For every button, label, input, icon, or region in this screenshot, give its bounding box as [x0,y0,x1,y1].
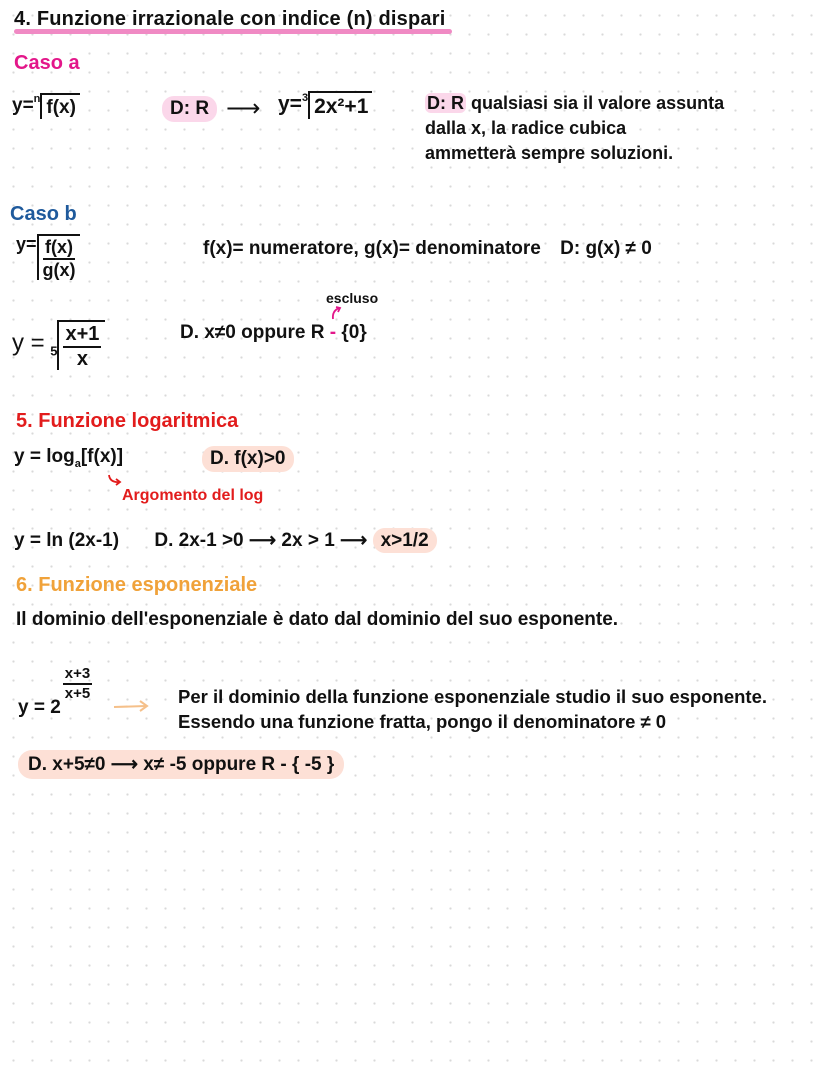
caso-b-label: Caso b [10,203,77,225]
example-prefix: y= [278,92,302,116]
example-radicand: 2x²+1 [308,91,372,119]
example-root [308,91,372,119]
section5-title: 5. Funzione logaritmica [16,410,239,432]
argument-note: Argomento del log [122,487,264,504]
example-fraction [63,324,101,370]
denominator: g(x) [42,259,76,280]
root-index: n [33,92,41,105]
fraction [43,238,76,280]
numerator: f(x) [43,238,75,260]
excluded-set: {0} [341,322,367,343]
note-line3: ammetterà sempre soluzioni. [425,143,674,163]
section4-title-text: 4. Funzione irrazionale con indice (n) dispari [14,8,446,30]
caso-b-example [12,320,105,370]
caso-b-formula [16,234,80,280]
example-index: 5 [50,343,58,359]
section6-title: 6. Funzione esponenziale [16,574,258,596]
exp-explanation-line1: Per il dominio della funzione esponenziale studio il suo esponente. [178,686,767,707]
log-argument: [f(x)] [80,446,124,467]
caso-a-note [425,91,724,166]
section4-title [14,8,446,31]
exp-formula [18,665,92,718]
caso-b-explanation [203,238,652,260]
example-domain-text: D. x≠0 oppure R [180,322,325,343]
exp-exponent [63,666,92,702]
example-index: 3 [301,91,309,104]
caso-a-domain: D: R [162,96,217,122]
section6-intro: Il dominio dell'esponenziale è dato dal dominio del suo esponente. [16,609,619,630]
caso-a-formula [12,93,80,119]
arrow-icon [112,698,152,718]
ln-formula: y = ln (2x-1) [14,530,120,551]
log-formula [14,446,123,470]
caso-b-domain: D: g(x) ≠ 0 [560,238,652,259]
ln-result: x>1/2 [373,528,437,553]
exp-explanation [178,684,767,734]
arrow-icon: ⟶ [226,94,261,122]
minus-sign: - [329,322,337,343]
note-highlight: D: R [427,93,464,113]
example-root [57,320,105,370]
caso-a-label: Caso a [14,52,80,74]
root-sign [37,234,80,280]
example-denominator: x [76,348,89,370]
exp-base: y = 2 [18,696,61,718]
ln-domain: D. 2x-1 >0 ⟶ 2x > 1 ⟶ [154,530,368,551]
radicand: f(x) [40,93,80,119]
log-domain: D. f(x)>0 [202,446,294,472]
exp-domain: D. x+5≠0 ⟶ x≠ -5 oppure R - { -5 } [18,750,344,779]
formula-prefix: y= [12,95,34,117]
note-line1: qualsiasi sia il valore assunta [466,93,725,113]
explanation-text: f(x)= numeratore, g(x)= denominatore [203,238,541,259]
exp-numerator: x+3 [63,666,92,685]
root-sign [40,93,80,119]
ln-example [14,529,437,552]
log-prefix: y = log [14,446,75,467]
caso-a-example [278,91,372,119]
excluded-note: escluso [326,290,379,306]
caso-b-example-domain [180,322,367,344]
curved-arrow-icon [330,305,342,319]
log-base: a [74,457,81,470]
exp-explanation-line2: Essendo una funzione fratta, pongo il denominatore ≠ 0 [178,711,667,732]
formula-prefix: y= [16,234,37,254]
note-line2: dalla x, la radice cubica [425,118,627,138]
exp-denominator: x+5 [64,684,91,702]
example-numerator: x+1 [63,324,101,348]
example-prefix: y = [12,329,45,357]
